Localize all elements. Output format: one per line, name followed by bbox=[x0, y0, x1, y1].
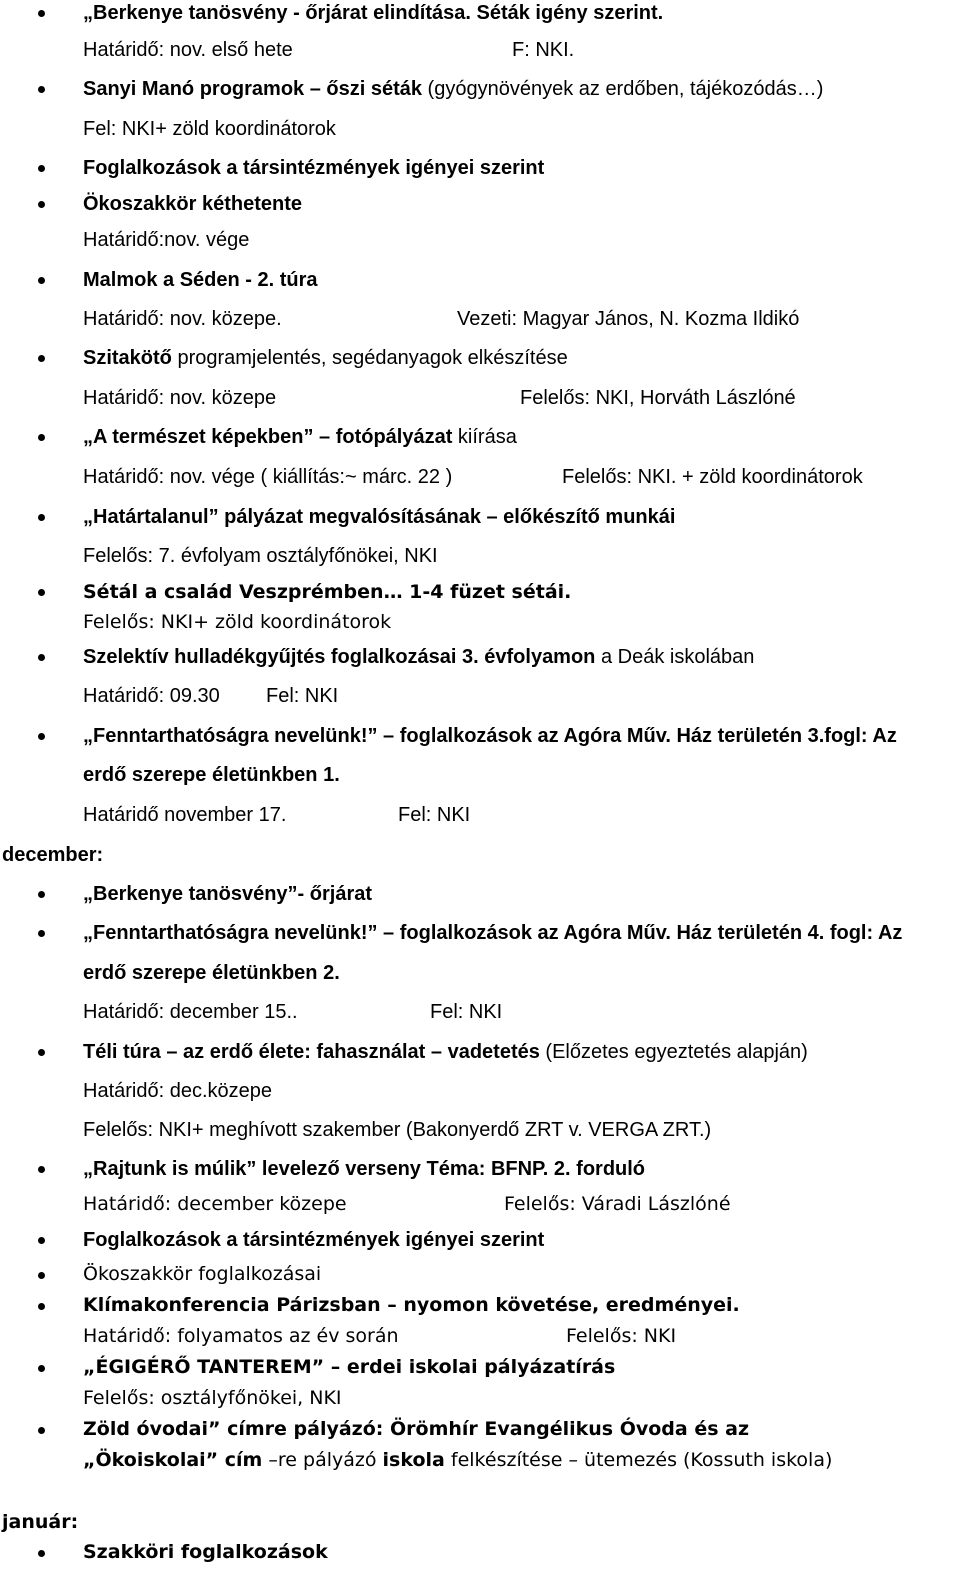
responsible-label: Fel: NKI bbox=[398, 804, 471, 826]
item-zold-ovoda: Zöld óvodai” címre pályázó: Örömhír Evangélikus Óvoda és az bbox=[83, 1418, 750, 1440]
item-rajtunk-is-mulik: „Rajtunk is múlik” levelező verseny Téma: BFNP. 2. forduló bbox=[83, 1158, 646, 1180]
responsible-line: Felelős: NKI+ meghívott szakember (Bakonyerdő ZRT v. VERGA ZRT.) bbox=[83, 1119, 712, 1141]
item-foglalkozasok-dec: Foglalkozások a társintézmények igényei szerint bbox=[83, 1229, 545, 1251]
item-klimakonferencia: Klímakonferencia Párizsban – nyomon követése, eredményei. bbox=[83, 1294, 740, 1316]
bullet-dot bbox=[38, 891, 45, 898]
deadline-line: Határidő: december 15.. bbox=[83, 1001, 298, 1023]
deadline-line: Határidő: nov. vége ( kiállítás:~ márc. 22 ) bbox=[83, 466, 453, 488]
item-foglalkozasok: Foglalkozások a társintézmények igényei szerint bbox=[83, 157, 545, 179]
item-continuation: erdő szerepe életünkben 1. bbox=[83, 764, 340, 786]
item-malmok: Malmok a Séden - 2. túra bbox=[83, 269, 318, 291]
bullet-dot bbox=[38, 1166, 45, 1173]
item-szakkori-foglalkozasok: Szakköri foglalkozások bbox=[83, 1541, 328, 1563]
bullet-dot bbox=[38, 589, 45, 596]
leader-label: Vezeti: Magyar János, N. Kozma Ildikó bbox=[457, 308, 800, 330]
bullet-dot bbox=[38, 930, 45, 937]
responsible-label: Felelős: NKI bbox=[566, 1325, 677, 1347]
deadline-line: Határidő: folyamatos az év során bbox=[83, 1325, 399, 1347]
bullet-dot bbox=[38, 514, 45, 521]
item-hatartalanul: „Határtalanul” pályázat megvalósításának – előkészítő munkái bbox=[83, 506, 676, 528]
item-continuation: erdő szerepe életünkben 2. bbox=[83, 962, 340, 984]
responsible-label: Felelős: NKI. + zöld koordinátorok bbox=[562, 466, 863, 488]
item-berkenye-start: „Berkenye tanösvény - őrjárat elindítása. Séták igény szerint. bbox=[83, 2, 664, 24]
bullet-dot bbox=[38, 10, 45, 17]
item-setal-a-csalad: Sétál a család Veszprémben… 1-4 füzet sétái. bbox=[83, 581, 572, 603]
deadline-line: Határidő november 17. bbox=[83, 804, 287, 826]
item-teli-tura: Téli túra – az erdő élete: fahasználat – vadetetés (Előzetes egyeztetés alapján) bbox=[83, 1041, 808, 1063]
bullet-dot bbox=[38, 1365, 45, 1372]
responsible-label: Felelős: Váradi Lászlóné bbox=[504, 1193, 731, 1215]
item-egigero-tanterem: „ÉGIGÉRŐ TANTEREM” – erdei iskolai pályázatírás bbox=[83, 1356, 616, 1378]
responsible-line: Felelős: osztályfőnökei, NKI bbox=[83, 1387, 342, 1409]
item-fenntarthatosag-4: „Fenntarthatóságra nevelünk!” – foglalkozások az Agóra Műv. Ház területén 4. fogl: Az bbox=[83, 922, 903, 944]
bullet-dot bbox=[38, 1272, 45, 1279]
item-berkenye-orjarat: „Berkenye tanösvény”- őrjárat bbox=[83, 883, 373, 905]
item-fotopalyazat: „A természet képekben” – fotópályázat kiírása bbox=[83, 426, 517, 448]
bullet-dot bbox=[38, 1427, 45, 1434]
responsible-line: Felelős: NKI+ zöld koordinátorok bbox=[83, 611, 392, 633]
bullet-dot bbox=[38, 355, 45, 362]
item-fenntarthatosag-3: „Fenntarthatóságra nevelünk!” – foglalkozások az Agóra Műv. Ház területén 3.fogl: Az bbox=[83, 725, 897, 747]
item-szitakoto: Szitakötő programjelentés, segédanyagok elkészítése bbox=[83, 347, 568, 369]
responsible-label: Fel: NKI bbox=[430, 1001, 503, 1023]
bullet-dot bbox=[38, 1550, 45, 1557]
deadline-line: Határidő: nov. első hete bbox=[83, 39, 293, 61]
bullet-dot bbox=[38, 1049, 45, 1056]
deadline-line: Határidő: nov. közepe bbox=[83, 387, 277, 409]
item-okoiskola: „Ökoiskolai” cím –re pályázó iskola felkészítése – ütemezés (Kossuth iskola) bbox=[83, 1449, 833, 1471]
bullet-dot bbox=[38, 201, 45, 208]
responsible-line: Felelős: 7. évfolyam osztályfőnökei, NKI bbox=[83, 545, 438, 567]
bullet-dot bbox=[38, 654, 45, 661]
bullet-dot bbox=[38, 434, 45, 441]
item-okoszakkor: Ökoszakkör kéthetente bbox=[83, 193, 302, 215]
deadline-line: Határidő: december közepe bbox=[83, 1193, 347, 1215]
responsible-label: Felelős: NKI, Horváth Lászlóné bbox=[520, 387, 796, 409]
deadline-line: Határidő: nov. közepe. bbox=[83, 308, 282, 330]
bullet-dot bbox=[38, 1303, 45, 1310]
month-heading-januar: január: bbox=[2, 1511, 79, 1533]
item-szelektiv: Szelektív hulladékgyűjtés foglalkozásai 3. évfolyamon a Deák iskolában bbox=[83, 646, 755, 668]
bullet-dot bbox=[38, 86, 45, 93]
responsible-label: F: NKI. bbox=[512, 39, 575, 61]
deadline-line: Határidő: dec.közepe bbox=[83, 1080, 273, 1102]
bullet-dot bbox=[38, 733, 45, 740]
bullet-dot bbox=[38, 1237, 45, 1244]
item-okoszakkor-foglalkozasai: Ökoszakkör foglalkozásai bbox=[83, 1263, 322, 1285]
deadline-line: Határidő: 09.30 bbox=[83, 685, 220, 707]
bullet-dot bbox=[38, 277, 45, 284]
bullet-dot bbox=[38, 165, 45, 172]
responsible-line: Fel: NKI+ zöld koordinátorok bbox=[83, 118, 336, 140]
deadline-line: Határidő:nov. vége bbox=[83, 229, 250, 251]
month-heading-december: december: bbox=[2, 844, 104, 866]
item-sanyi-mano: Sanyi Manó programok – őszi séták (gyógynövények az erdőben, tájékozódás…) bbox=[83, 78, 824, 100]
responsible-label: Fel: NKI bbox=[266, 685, 339, 707]
